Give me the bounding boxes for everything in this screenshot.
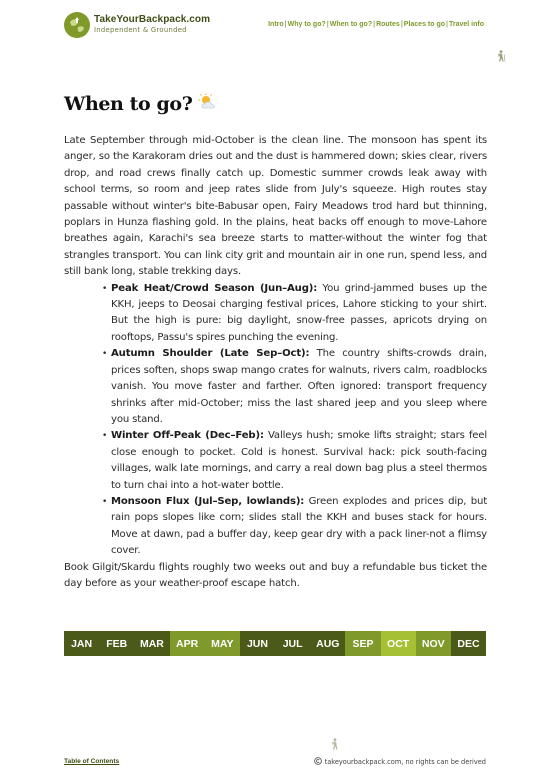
list-item <box>102 281 488 347</box>
brand-tagline: Independent & Grounded <box>94 26 187 34</box>
list-item <box>102 428 488 494</box>
hiker-icon <box>330 735 340 754</box>
bullet-icon: • <box>102 283 108 294</box>
copyright-text: takeyourbackpack.com, no rights can be derived <box>324 758 486 766</box>
month-aug: AUG <box>310 631 345 656</box>
section-title <box>64 93 218 115</box>
season-text: The country shifts-crowds drain, prices soften, shops swap mango crates for walnuts, rivers calm, roadblocks vanish. You move faster and farther. Often ignored: transport frequency shrinks after mid-October; miss the last shared jeep and you sleep where you stand. <box>111 348 487 425</box>
logo-globe-icon[interactable] <box>64 12 90 38</box>
copyright-icon <box>314 757 322 767</box>
month-sep: SEP <box>345 631 380 656</box>
month-mar: MAR <box>134 631 169 656</box>
sun-cloud-icon <box>198 93 218 115</box>
month-jun: JUN <box>240 631 275 656</box>
month-dec: DEC <box>451 631 486 656</box>
month-oct: OCT <box>381 631 416 656</box>
month-feb: FEB <box>99 631 134 656</box>
month-may: MAY <box>205 631 240 656</box>
brand-name: TakeYourBackpack.com <box>94 14 211 25</box>
nav-routes[interactable]: Routes <box>376 21 400 28</box>
hiker-icon <box>496 47 506 66</box>
month-bar <box>64 631 486 656</box>
list-item <box>102 494 488 560</box>
nav-separator: | <box>400 21 403 28</box>
season-label: Winter Off-Peak (Dec–Feb): <box>111 430 264 442</box>
season-label: Autumn Shoulder (Late Sep–Oct): <box>111 348 310 360</box>
nav-separator: | <box>284 21 287 28</box>
bullet-icon: • <box>102 431 108 442</box>
month-nov: NOV <box>416 631 451 656</box>
month-jul: JUL <box>275 631 310 656</box>
nav-separator: | <box>446 21 448 28</box>
nav-intro[interactable]: Intro <box>268 21 284 28</box>
table-of-contents-link[interactable]: Table of Contents <box>64 758 120 765</box>
list-item <box>102 346 487 428</box>
top-nav <box>268 21 484 28</box>
nav-separator: | <box>326 21 329 28</box>
nav-places-to-go[interactable]: Places to go <box>403 21 446 28</box>
season-label: Peak Heat/Crowd Season (Jun–Aug): <box>111 282 318 294</box>
bullet-icon: • <box>102 349 108 360</box>
page-title: When to go? <box>64 93 193 115</box>
intro-paragraph: Late September through mid-October is the clean line. The monsoon has spent its anger, so the Karakoram dries out and the dust is hammered down; skies clear, rivers drop, and road crews finally catch up. Domestic summer crowds leak away with school terms, so room and jeep rates slide from July's squeeze. High routes stay passable without winter's bite-Babusar open, Fairy Meadows trod hard but thinning, poplars in Hunza flashing gold. In the plains, heat backs off enough to move-Lahore breathes again, Karachi's sea breeze starts to matter-without the winter fog that strangles transport. You can link city grit and mountain air in one run, spend less, and still bank long, stable trekking days. <box>64 135 487 278</box>
nav-separator: | <box>373 21 376 28</box>
page-header <box>0 0 550 56</box>
month-jan: JAN <box>64 631 99 656</box>
season-text: You grind-jammed buses up the KKH, jeeps to Deosai charging festival prices, Lahore sticking to your shirt. But the high is pure: big daylight, snow-free passes, apricots drying on rooftops, Passu's spires punching the evening. <box>111 282 488 343</box>
nav-why-to-go[interactable]: Why to go? <box>287 21 326 28</box>
season-label: Monsoon Flux (Jul–Sep, lowlands): <box>111 495 305 507</box>
footer-copyright <box>314 757 486 767</box>
outro-paragraph: Book Gilgit/Skardu flights roughly two weeks out and buy a refundable bus ticket the day before as your weather-proof escape hatch. <box>64 561 487 589</box>
nav-when-to-go[interactable]: When to go? <box>329 21 373 28</box>
nav-travel-info[interactable]: Travel info <box>448 21 484 28</box>
month-apr: APR <box>170 631 205 656</box>
season-text: Valleys hush; smoke lifts straight; stars feel close enough to pocket. Cold is honest. Survival hack: pick south-facing villages, walk late mornings, and carry a real down bag plus a steel thermos to turn chai into a hot-water bottle. <box>111 430 488 491</box>
main-content <box>64 133 487 592</box>
season-text: Green explodes and prices dip, but rain pops slopes like corn; slides stall the KKH and buses stack for hours. Move at dawn, pad a buffer day, keep gear dry with a pack liner-not a flimsy cover. <box>111 495 488 557</box>
bullet-icon: • <box>102 496 108 507</box>
season-list <box>102 281 488 560</box>
brand[interactable] <box>94 14 210 34</box>
